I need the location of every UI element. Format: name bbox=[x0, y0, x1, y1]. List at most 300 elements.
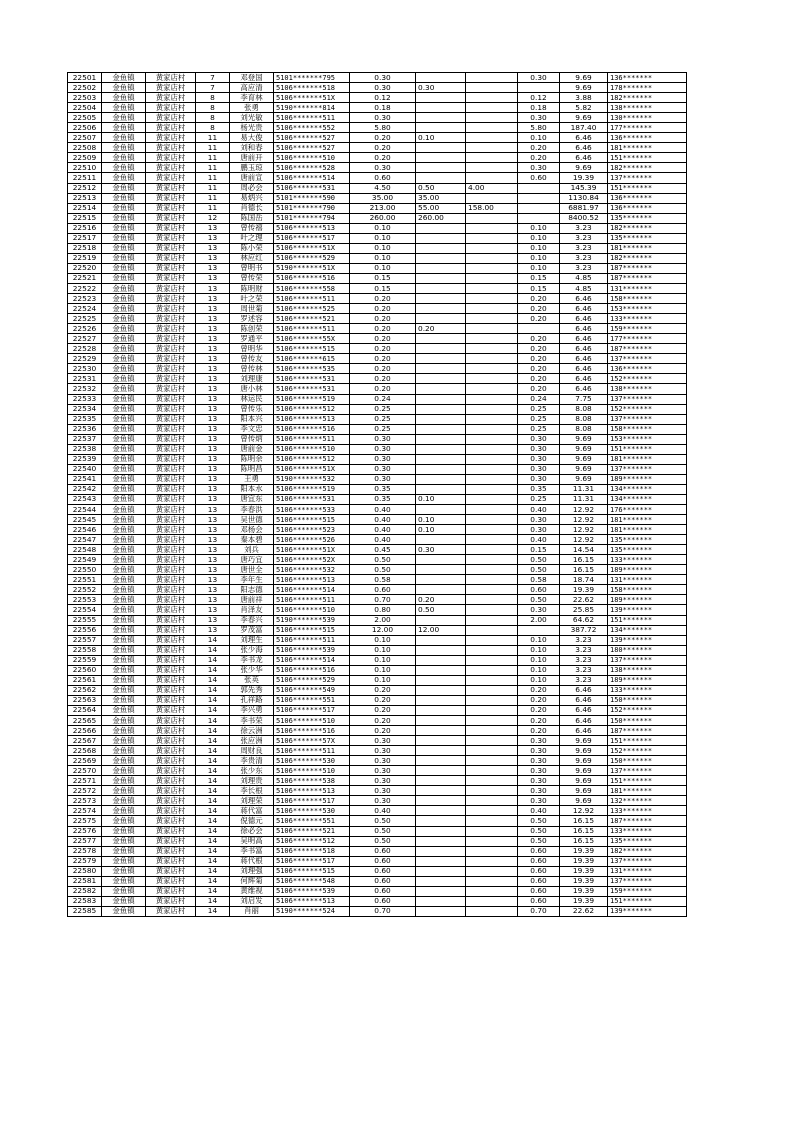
cell-town: 金鱼镇 bbox=[102, 876, 146, 886]
cell-area: 0.60 bbox=[350, 173, 416, 183]
cell-area-c bbox=[466, 816, 518, 826]
cell-row-id: 22578 bbox=[68, 846, 102, 856]
cell-row-id: 22506 bbox=[68, 123, 102, 133]
cell-area: 260.00 bbox=[350, 213, 416, 223]
cell-village: 黄家店村 bbox=[146, 344, 196, 354]
cell-area-c bbox=[466, 193, 518, 203]
cell-group: 14 bbox=[196, 695, 230, 705]
cell-id-number: 5106*******539 bbox=[274, 886, 350, 896]
cell-town: 金鱼镇 bbox=[102, 113, 146, 123]
cell-area-d: 0.10 bbox=[518, 263, 560, 273]
cell-town: 金鱼镇 bbox=[102, 233, 146, 243]
cell-name: 周必会 bbox=[230, 183, 274, 193]
cell-group: 8 bbox=[196, 93, 230, 103]
cell-phone: 135******* bbox=[608, 535, 687, 545]
cell-name: 唐前金 bbox=[230, 444, 274, 454]
cell-phone: 150******* bbox=[608, 756, 687, 766]
cell-area-b: 0.30 bbox=[416, 83, 466, 93]
cell-area-d bbox=[518, 625, 560, 635]
table-row bbox=[68, 575, 687, 585]
cell-phone: 136******* bbox=[608, 203, 687, 213]
cell-area: 0.50 bbox=[350, 826, 416, 836]
cell-area: 0.10 bbox=[350, 233, 416, 243]
cell-group: 8 bbox=[196, 103, 230, 113]
cell-village: 黄家店村 bbox=[146, 766, 196, 776]
cell-row-id: 22556 bbox=[68, 625, 102, 635]
cell-area-c bbox=[466, 474, 518, 484]
cell-area-d: 0.50 bbox=[518, 565, 560, 575]
cell-area-c bbox=[466, 866, 518, 876]
cell-row-id: 22508 bbox=[68, 143, 102, 153]
table-row bbox=[68, 505, 687, 515]
cell-amount: 12.92 bbox=[560, 806, 608, 816]
cell-name: 阳本水 bbox=[230, 484, 274, 494]
cell-area-c bbox=[466, 394, 518, 404]
cell-area-d bbox=[518, 183, 560, 193]
table-row bbox=[68, 746, 687, 756]
cell-area: 0.40 bbox=[350, 535, 416, 545]
cell-name: 张应洲 bbox=[230, 736, 274, 746]
cell-town: 金鱼镇 bbox=[102, 103, 146, 113]
cell-row-id: 22553 bbox=[68, 595, 102, 605]
table-row bbox=[68, 133, 687, 143]
cell-id-number: 5106*******525 bbox=[274, 304, 350, 314]
table-row bbox=[68, 304, 687, 314]
cell-area-b bbox=[416, 314, 466, 324]
cell-amount: 9.69 bbox=[560, 73, 608, 83]
cell-town: 金鱼镇 bbox=[102, 806, 146, 816]
cell-area-d: 0.10 bbox=[518, 223, 560, 233]
cell-town: 金鱼镇 bbox=[102, 705, 146, 715]
cell-name: 徐必会 bbox=[230, 826, 274, 836]
cell-area: 0.18 bbox=[350, 103, 416, 113]
cell-id-number: 5106*******513 bbox=[274, 223, 350, 233]
cell-amount: 9.69 bbox=[560, 474, 608, 484]
cell-area: 0.20 bbox=[350, 726, 416, 736]
cell-village: 黄家店村 bbox=[146, 273, 196, 283]
cell-village: 黄家店村 bbox=[146, 454, 196, 464]
cell-area-c bbox=[466, 294, 518, 304]
table-row bbox=[68, 263, 687, 273]
cell-row-id: 22566 bbox=[68, 726, 102, 736]
cell-area-b bbox=[416, 836, 466, 846]
cell-area: 0.20 bbox=[350, 364, 416, 374]
cell-group: 13 bbox=[196, 505, 230, 515]
cell-amount: 9.69 bbox=[560, 454, 608, 464]
table-row bbox=[68, 806, 687, 816]
table-row bbox=[68, 414, 687, 424]
cell-amount: 9.69 bbox=[560, 786, 608, 796]
cell-area-c bbox=[466, 876, 518, 886]
cell-area-b: 0.10 bbox=[416, 133, 466, 143]
cell-amount: 18.74 bbox=[560, 575, 608, 585]
cell-area-d: 0.20 bbox=[518, 374, 560, 384]
cell-row-id: 22555 bbox=[68, 615, 102, 625]
cell-row-id: 22549 bbox=[68, 555, 102, 565]
cell-area-c bbox=[466, 796, 518, 806]
cell-group: 14 bbox=[196, 736, 230, 746]
cell-area-b bbox=[416, 233, 466, 243]
cell-area-c bbox=[466, 605, 518, 615]
cell-village: 黄家店村 bbox=[146, 685, 196, 695]
cell-area-c bbox=[466, 856, 518, 866]
cell-name: 秦本碧 bbox=[230, 535, 274, 545]
cell-amount: 16.15 bbox=[560, 836, 608, 846]
cell-name: 唐小林 bbox=[230, 384, 274, 394]
cell-name: 刘理强 bbox=[230, 866, 274, 876]
cell-id-number: 5106*******51X bbox=[274, 545, 350, 555]
cell-area-b bbox=[416, 866, 466, 876]
cell-area-c bbox=[466, 766, 518, 776]
cell-area: 0.30 bbox=[350, 796, 416, 806]
cell-area-c bbox=[466, 484, 518, 494]
cell-amount: 16.15 bbox=[560, 555, 608, 565]
cell-area-d: 0.20 bbox=[518, 705, 560, 715]
cell-area-c bbox=[466, 113, 518, 123]
cell-id-number: 5106*******512 bbox=[274, 454, 350, 464]
cell-amount: 6.46 bbox=[560, 354, 608, 364]
cell-area: 0.15 bbox=[350, 283, 416, 293]
cell-area-c bbox=[466, 595, 518, 605]
cell-area-d: 0.30 bbox=[518, 454, 560, 464]
cell-amount: 3.23 bbox=[560, 263, 608, 273]
cell-town: 金鱼镇 bbox=[102, 826, 146, 836]
cell-group: 14 bbox=[196, 675, 230, 685]
cell-group: 14 bbox=[196, 816, 230, 826]
cell-phone: 181******* bbox=[608, 143, 687, 153]
cell-phone: 158******* bbox=[608, 294, 687, 304]
cell-area-c bbox=[466, 344, 518, 354]
cell-village: 黄家店村 bbox=[146, 545, 196, 555]
cell-area: 4.50 bbox=[350, 183, 416, 193]
cell-amount: 6.46 bbox=[560, 153, 608, 163]
cell-phone: 153******* bbox=[608, 434, 687, 444]
cell-town: 金鱼镇 bbox=[102, 193, 146, 203]
cell-row-id: 22544 bbox=[68, 505, 102, 515]
table-row bbox=[68, 243, 687, 253]
cell-village: 黄家店村 bbox=[146, 424, 196, 434]
cell-row-id: 22575 bbox=[68, 816, 102, 826]
cell-area-d: 0.50 bbox=[518, 555, 560, 565]
cell-name: 张勇 bbox=[230, 103, 274, 113]
cell-id-number: 5106*******517 bbox=[274, 233, 350, 243]
cell-phone: 133******* bbox=[608, 685, 687, 695]
cell-area: 0.10 bbox=[350, 223, 416, 233]
cell-area-d: 0.20 bbox=[518, 354, 560, 364]
cell-town: 金鱼镇 bbox=[102, 846, 146, 856]
cell-group: 13 bbox=[196, 555, 230, 565]
cell-area: 0.12 bbox=[350, 93, 416, 103]
cell-group: 13 bbox=[196, 273, 230, 283]
cell-area: 0.70 bbox=[350, 595, 416, 605]
cell-group: 13 bbox=[196, 595, 230, 605]
cell-amount: 6.46 bbox=[560, 726, 608, 736]
table-row bbox=[68, 294, 687, 304]
cell-area: 0.35 bbox=[350, 484, 416, 494]
cell-area-c bbox=[466, 525, 518, 535]
cell-area-c bbox=[466, 494, 518, 504]
cell-phone: 181******* bbox=[608, 454, 687, 464]
cell-id-number: 5106*******552 bbox=[274, 123, 350, 133]
cell-area-b bbox=[416, 645, 466, 655]
cell-village: 黄家店村 bbox=[146, 253, 196, 263]
cell-area: 0.30 bbox=[350, 454, 416, 464]
cell-name: 邓登国 bbox=[230, 73, 274, 83]
cell-town: 金鱼镇 bbox=[102, 223, 146, 233]
cell-village: 黄家店村 bbox=[146, 635, 196, 645]
cell-amount: 22.62 bbox=[560, 595, 608, 605]
table-row bbox=[68, 906, 687, 916]
cell-name: 蒋代富 bbox=[230, 806, 274, 816]
cell-village: 黄家店村 bbox=[146, 374, 196, 384]
cell-group: 13 bbox=[196, 294, 230, 304]
cell-town: 金鱼镇 bbox=[102, 464, 146, 474]
cell-area-d: 0.30 bbox=[518, 756, 560, 766]
cell-phone: 137******* bbox=[608, 856, 687, 866]
cell-area-d: 0.30 bbox=[518, 434, 560, 444]
cell-amount: 9.69 bbox=[560, 113, 608, 123]
cell-phone: 138******* bbox=[608, 384, 687, 394]
cell-area: 0.30 bbox=[350, 736, 416, 746]
table-row bbox=[68, 273, 687, 283]
cell-village: 黄家店村 bbox=[146, 555, 196, 565]
cell-row-id: 22557 bbox=[68, 635, 102, 645]
cell-village: 黄家店村 bbox=[146, 123, 196, 133]
cell-village: 黄家店村 bbox=[146, 826, 196, 836]
cell-amount: 8.08 bbox=[560, 414, 608, 424]
cell-area-d: 0.18 bbox=[518, 103, 560, 113]
cell-id-number: 5101*******794 bbox=[274, 213, 350, 223]
cell-group: 13 bbox=[196, 334, 230, 344]
cell-town: 金鱼镇 bbox=[102, 474, 146, 484]
cell-phone: 137******* bbox=[608, 464, 687, 474]
cell-phone: 182******* bbox=[608, 93, 687, 103]
cell-amount: 6881.97 bbox=[560, 203, 608, 213]
cell-area-b bbox=[416, 103, 466, 113]
cell-area-b bbox=[416, 304, 466, 314]
cell-area-d: 0.30 bbox=[518, 786, 560, 796]
cell-phone: 135******* bbox=[608, 213, 687, 223]
cell-area-b bbox=[416, 796, 466, 806]
cell-name: 刘理贵 bbox=[230, 776, 274, 786]
cell-name: 肖丽 bbox=[230, 906, 274, 916]
cell-row-id: 22514 bbox=[68, 203, 102, 213]
cell-village: 黄家店村 bbox=[146, 585, 196, 595]
cell-name: 李春洪 bbox=[230, 505, 274, 515]
cell-area: 0.20 bbox=[350, 304, 416, 314]
cell-amount: 6.46 bbox=[560, 685, 608, 695]
cell-id-number: 5106*******551 bbox=[274, 816, 350, 826]
cell-id-number: 5106*******515 bbox=[274, 866, 350, 876]
cell-amount: 12.92 bbox=[560, 525, 608, 535]
cell-name: 李年生 bbox=[230, 575, 274, 585]
cell-area-c bbox=[466, 906, 518, 916]
cell-id-number: 5106*******516 bbox=[274, 424, 350, 434]
cell-phone: 187******* bbox=[608, 263, 687, 273]
cell-area-b bbox=[416, 675, 466, 685]
cell-phone: 152******* bbox=[608, 746, 687, 756]
table-row bbox=[68, 695, 687, 705]
cell-row-id: 22530 bbox=[68, 364, 102, 374]
cell-area-d: 0.30 bbox=[518, 746, 560, 756]
table-row bbox=[68, 555, 687, 565]
cell-town: 金鱼镇 bbox=[102, 555, 146, 565]
cell-village: 黄家店村 bbox=[146, 695, 196, 705]
cell-phone: 137******* bbox=[608, 876, 687, 886]
cell-area-d: 0.20 bbox=[518, 304, 560, 314]
cell-area: 0.30 bbox=[350, 163, 416, 173]
cell-phone: 182******* bbox=[608, 163, 687, 173]
cell-area-d: 0.60 bbox=[518, 585, 560, 595]
cell-village: 黄家店村 bbox=[146, 595, 196, 605]
cell-phone: 159******* bbox=[608, 886, 687, 896]
cell-area-b bbox=[416, 655, 466, 665]
cell-area-b bbox=[416, 484, 466, 494]
cell-amount: 19.39 bbox=[560, 585, 608, 595]
cell-phone: 134******* bbox=[608, 625, 687, 635]
cell-amount: 16.15 bbox=[560, 826, 608, 836]
cell-row-id: 22583 bbox=[68, 896, 102, 906]
cell-amount: 19.39 bbox=[560, 876, 608, 886]
cell-area-c bbox=[466, 384, 518, 394]
cell-village: 黄家店村 bbox=[146, 183, 196, 193]
cell-group: 13 bbox=[196, 605, 230, 615]
cell-area-b bbox=[416, 786, 466, 796]
cell-area-d: 0.15 bbox=[518, 283, 560, 293]
cell-area-d: 0.30 bbox=[518, 73, 560, 83]
cell-area-d: 0.60 bbox=[518, 876, 560, 886]
cell-phone: 189******* bbox=[608, 565, 687, 575]
cell-village: 黄家店村 bbox=[146, 565, 196, 575]
cell-village: 黄家店村 bbox=[146, 776, 196, 786]
cell-area-c bbox=[466, 143, 518, 153]
cell-area: 0.60 bbox=[350, 886, 416, 896]
cell-phone: 153******* bbox=[608, 304, 687, 314]
cell-area-b bbox=[416, 896, 466, 906]
cell-name: 罗通平 bbox=[230, 334, 274, 344]
cell-area-b bbox=[416, 756, 466, 766]
cell-name: 倪德元 bbox=[230, 816, 274, 826]
cell-group: 13 bbox=[196, 424, 230, 434]
cell-phone: 131******* bbox=[608, 866, 687, 876]
cell-name: 李文忠 bbox=[230, 424, 274, 434]
cell-group: 14 bbox=[196, 906, 230, 916]
cell-town: 金鱼镇 bbox=[102, 253, 146, 263]
cell-group: 13 bbox=[196, 515, 230, 525]
cell-area: 0.25 bbox=[350, 414, 416, 424]
cell-area: 0.60 bbox=[350, 896, 416, 906]
cell-area: 0.20 bbox=[350, 334, 416, 344]
cell-area: 0.58 bbox=[350, 575, 416, 585]
cell-area: 0.20 bbox=[350, 685, 416, 695]
cell-row-id: 22571 bbox=[68, 776, 102, 786]
cell-phone: 151******* bbox=[608, 736, 687, 746]
cell-row-id: 22513 bbox=[68, 193, 102, 203]
cell-group: 13 bbox=[196, 625, 230, 635]
cell-group: 14 bbox=[196, 796, 230, 806]
cell-town: 金鱼镇 bbox=[102, 675, 146, 685]
cell-area: 5.80 bbox=[350, 123, 416, 133]
cell-town: 金鱼镇 bbox=[102, 374, 146, 384]
cell-area-d: 0.20 bbox=[518, 334, 560, 344]
cell-area: 0.20 bbox=[350, 354, 416, 364]
cell-town: 金鱼镇 bbox=[102, 746, 146, 756]
cell-village: 黄家店村 bbox=[146, 103, 196, 113]
cell-row-id: 22519 bbox=[68, 253, 102, 263]
cell-name: 刘和春 bbox=[230, 143, 274, 153]
cell-area-b bbox=[416, 766, 466, 776]
cell-phone: 187******* bbox=[608, 273, 687, 283]
cell-group: 14 bbox=[196, 635, 230, 645]
cell-row-id: 22552 bbox=[68, 585, 102, 595]
cell-village: 黄家店村 bbox=[146, 605, 196, 615]
cell-area: 2.00 bbox=[350, 615, 416, 625]
cell-name: 王勇 bbox=[230, 474, 274, 484]
cell-name: 陈明财 bbox=[230, 283, 274, 293]
cell-amount: 64.62 bbox=[560, 615, 608, 625]
cell-area-d: 0.30 bbox=[518, 525, 560, 535]
cell-area-d: 0.10 bbox=[518, 133, 560, 143]
cell-name: 黄维视 bbox=[230, 886, 274, 896]
cell-village: 黄家店村 bbox=[146, 505, 196, 515]
cell-amount: 6.46 bbox=[560, 133, 608, 143]
cell-amount: 9.69 bbox=[560, 434, 608, 444]
cell-area-b: 12.00 bbox=[416, 625, 466, 635]
cell-area-c bbox=[466, 645, 518, 655]
cell-area-c bbox=[466, 786, 518, 796]
cell-id-number: 5190*******532 bbox=[274, 474, 350, 484]
cell-village: 黄家店村 bbox=[146, 615, 196, 625]
cell-amount: 6.46 bbox=[560, 304, 608, 314]
cell-id-number: 5106*******523 bbox=[274, 525, 350, 535]
cell-row-id: 22572 bbox=[68, 786, 102, 796]
cell-town: 金鱼镇 bbox=[102, 886, 146, 896]
cell-area-b bbox=[416, 113, 466, 123]
cell-row-id: 22581 bbox=[68, 876, 102, 886]
cell-area-b bbox=[416, 424, 466, 434]
cell-village: 黄家店村 bbox=[146, 233, 196, 243]
cell-name: 李兴勇 bbox=[230, 705, 274, 715]
cell-area-b: 0.10 bbox=[416, 515, 466, 525]
cell-area-d: 0.20 bbox=[518, 314, 560, 324]
cell-village: 黄家店村 bbox=[146, 474, 196, 484]
cell-area-d: 0.40 bbox=[518, 535, 560, 545]
cell-phone: 135******* bbox=[608, 233, 687, 243]
cell-row-id: 22512 bbox=[68, 183, 102, 193]
cell-area-d: 0.30 bbox=[518, 464, 560, 474]
cell-id-number: 5106*******517 bbox=[274, 856, 350, 866]
cell-name: 肖德长 bbox=[230, 203, 274, 213]
cell-area-d: 0.10 bbox=[518, 655, 560, 665]
cell-area-b bbox=[416, 143, 466, 153]
cell-id-number: 5106*******510 bbox=[274, 444, 350, 454]
cell-area-c bbox=[466, 374, 518, 384]
cell-area-b bbox=[416, 816, 466, 826]
cell-id-number: 5106*******519 bbox=[274, 394, 350, 404]
cell-town: 金鱼镇 bbox=[102, 866, 146, 876]
cell-phone: 137******* bbox=[608, 766, 687, 776]
cell-town: 金鱼镇 bbox=[102, 585, 146, 595]
cell-id-number: 5106*******57X bbox=[274, 736, 350, 746]
cell-group: 14 bbox=[196, 705, 230, 715]
cell-village: 黄家店村 bbox=[146, 645, 196, 655]
cell-area: 12.00 bbox=[350, 625, 416, 635]
cell-id-number: 5106*******516 bbox=[274, 726, 350, 736]
cell-area: 0.10 bbox=[350, 635, 416, 645]
cell-town: 金鱼镇 bbox=[102, 635, 146, 645]
cell-amount: 6.46 bbox=[560, 344, 608, 354]
cell-id-number: 5106*******511 bbox=[274, 294, 350, 304]
